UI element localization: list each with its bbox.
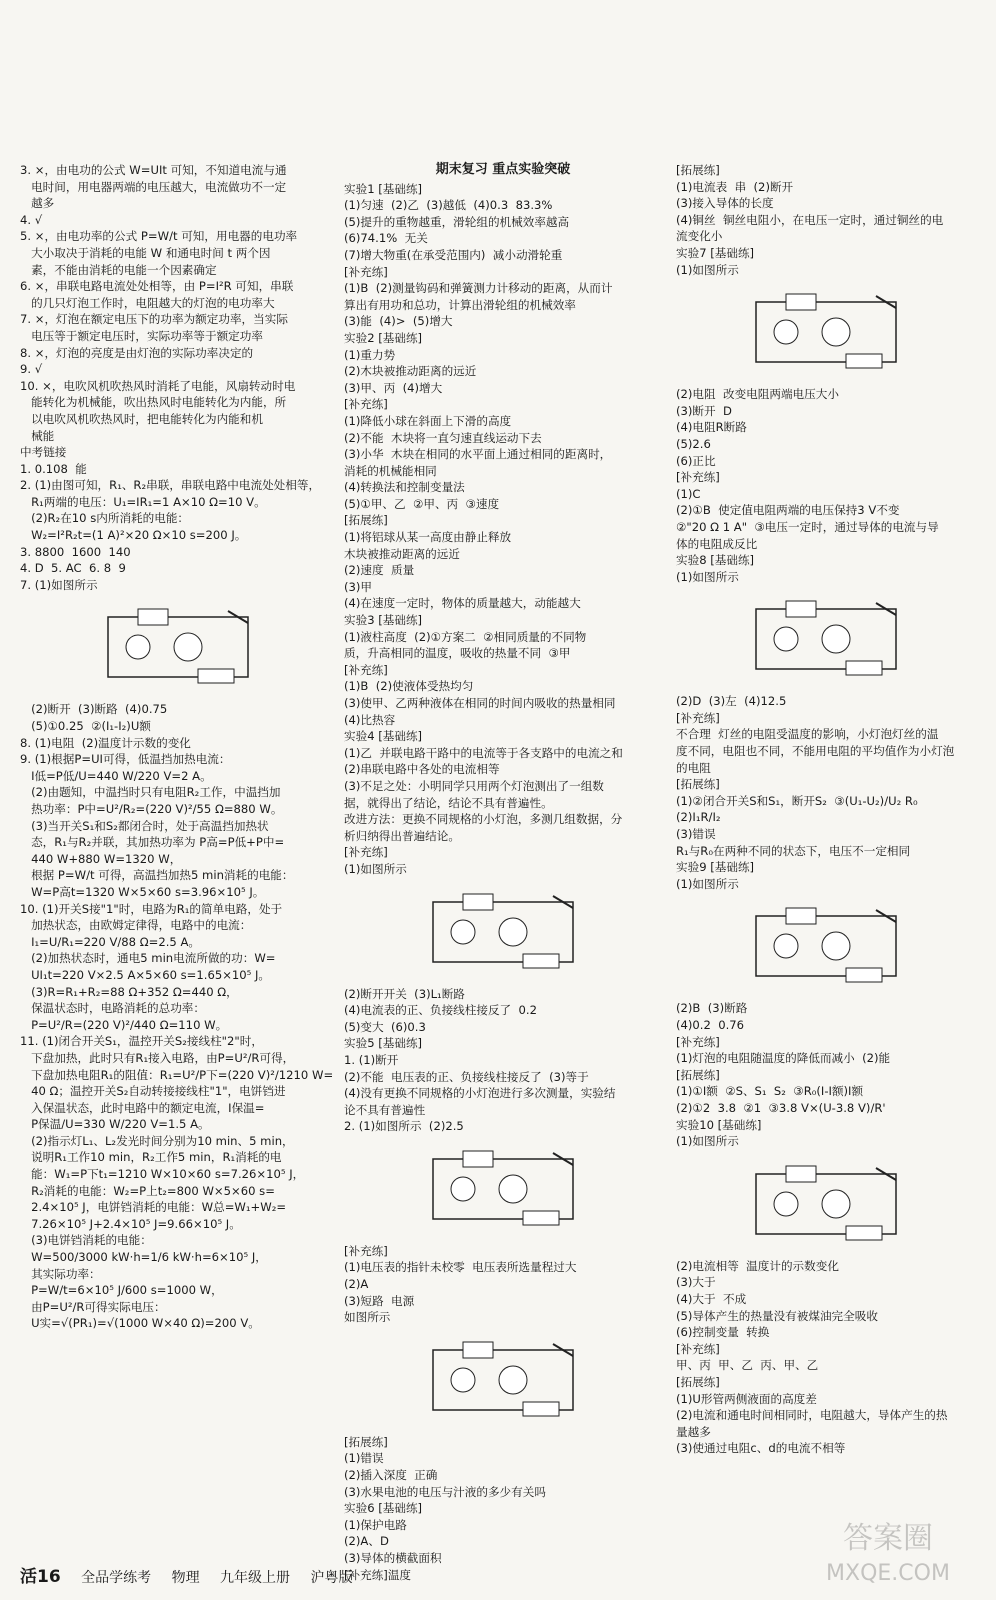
answer-line: R₂消耗的电能：W₂=P上t₂=800 W×5×60 s= bbox=[20, 1183, 275, 1198]
answer-line: 的电阻 bbox=[676, 760, 711, 775]
answer-line: (4)在速度一定时，物体的质量越大，动能越大 bbox=[344, 596, 581, 611]
circuit-diagram bbox=[676, 896, 976, 996]
column-middle bbox=[344, 162, 662, 1583]
answer-line: (7)增大物重(在承受范围内) 减小动滑轮重 bbox=[344, 247, 563, 262]
answer-line: [补充练] bbox=[344, 397, 388, 412]
answer-line: (5)提升的重物越重，滑轮组的机械效率越高 bbox=[344, 214, 570, 229]
subject: 物理 bbox=[171, 1570, 200, 1586]
circuit-diagram bbox=[344, 882, 662, 982]
answer-line: 算出有用功和总功，计算出滑轮组的机械效率 bbox=[344, 297, 576, 312]
answer-line: (1)B (2)测量钩码和弹簧测力计移动的距离，从而计 bbox=[344, 281, 613, 296]
column-right bbox=[676, 162, 976, 1457]
answer-line: (1)电流表 串 (2)断开 bbox=[676, 179, 794, 194]
answer-line: (4)电阻R断路 bbox=[676, 420, 747, 435]
answer-line: 其实际功率： bbox=[20, 1266, 101, 1281]
answer-line: (4)电流表的正、负接线柱接反了 0.2 bbox=[344, 1003, 537, 1018]
answer-line: (3)错误 bbox=[676, 827, 716, 842]
answer-line: (3)大于 bbox=[676, 1275, 716, 1290]
answer-line: 8. ×，灯泡的亮度是由灯泡的实际功率决定的 bbox=[20, 345, 254, 360]
answer-line: (3)R=R₁+R₂=88 Ω+352 Ω=440 Ω， bbox=[20, 984, 238, 999]
answer-line: (2)A bbox=[344, 1277, 369, 1292]
answer-line: (1)②闭合开关S和S₁，断开S₂ ③(U₁-U₂)/U₂ R₀ bbox=[676, 793, 918, 808]
answer-line: 械能 bbox=[20, 428, 55, 443]
answer-line: (3)甲 bbox=[344, 579, 373, 594]
answer-line: 10. (1)开关S接"1"时，电路为R₁的简单电路，处于 bbox=[20, 901, 283, 916]
answer-line: (2)A、D bbox=[344, 1534, 389, 1549]
answer-line: (2)断开 (3)断路 (4)0.75 bbox=[20, 702, 168, 717]
answer-line: 如图所示 bbox=[344, 1310, 391, 1325]
answer-line: 论不具有普遍性 bbox=[344, 1102, 426, 1117]
answer-line: I低=P低/U=440 W/220 V=2 A。 bbox=[20, 768, 212, 783]
answer-line: 不合理 灯丝的电阻受温度的影响，小灯泡灯丝的温 bbox=[676, 727, 939, 742]
answer-line: (3)不足之处：小明同学只用两个灯泡测出了一组数 bbox=[344, 778, 604, 793]
answer-line: 实验2 [基础练] bbox=[344, 330, 423, 345]
answer-line: 态，R₁与R₂并联，其加热功率为 P高=P低+P中= bbox=[20, 835, 285, 850]
answer-line: (3)导体的横截面积 bbox=[344, 1551, 442, 1565]
answer-line: 11. (1)闭合开关S₁，温控开关S₂接线柱"2"时， bbox=[20, 1034, 263, 1049]
answer-line: I₁=U/R₁=220 V/88 Ω=2.5 A。 bbox=[20, 934, 200, 949]
answer-line: 据，就得出了结论，结论不具有普遍性。 bbox=[344, 795, 553, 810]
answer-line: (2)B (3)断路 bbox=[676, 1001, 748, 1016]
watermark-logo bbox=[798, 1510, 978, 1590]
answer-line: 2. (1)由图可知，R₁、R₂串联，串联电路中电流处处相等， bbox=[20, 478, 321, 493]
answer-line: (2)电阻 改变电阻两端电压大小 bbox=[676, 387, 839, 402]
answer-line: W=500/3000 kW·h=1/6 kW·h=6×10⁵ J， bbox=[20, 1250, 267, 1265]
answer-line: 消耗的机械能相同 bbox=[344, 463, 437, 478]
answer-line: 流变化小 bbox=[676, 229, 723, 244]
answer-line: 析归纳得出普遍结论。 bbox=[344, 828, 460, 843]
answer-line: 保温状态时，电路消耗的总功率： bbox=[20, 1001, 205, 1016]
answer-line: (1)①I额 ②S、S₁ S₂ ③R₀(I-I额)I额 bbox=[676, 1084, 864, 1099]
answer-line: 能：W₁=P下t₁=1210 W×10×60 s=7.26×10⁵ J， bbox=[20, 1167, 305, 1182]
answer-line: 9. (1)根据P=UI可得，低温挡加热电流： bbox=[20, 752, 231, 767]
answer-line: (2)加热状态时，通电5 min电流所做的功：W= bbox=[20, 951, 276, 966]
answer-line: (1)重力势 bbox=[344, 347, 396, 362]
answer-line: 1. (1)断开 bbox=[344, 1052, 399, 1067]
answer-line: [拓展练] bbox=[676, 777, 720, 792]
circuit-diagram bbox=[344, 1139, 662, 1239]
answer-line: (4)没有更换不同规格的小灯泡进行多次测量，实验结 bbox=[344, 1086, 616, 1101]
answer-line: (1)乙 并联电路干路中的电流等于各支路中的电流之和 bbox=[344, 745, 623, 760]
answer-line: 4. √ bbox=[20, 212, 43, 227]
answer-line: (2)D (3)左 (4)12.5 bbox=[676, 694, 787, 709]
answer-line: [拓展练] bbox=[676, 163, 720, 177]
grade: 九年级上册 bbox=[220, 1570, 291, 1586]
answer-line: 由P=U²/R可得实际电压： bbox=[20, 1299, 166, 1314]
answer-line: (1)将铝球从某一高度由静止释放 bbox=[344, 530, 512, 545]
watermark-domain: MXQE.COM bbox=[826, 1561, 950, 1586]
answer-line: (2)电流相等 温度计的示数变化 bbox=[676, 1258, 839, 1273]
answer-line: (1)U形管两侧液面的高度差 bbox=[676, 1391, 817, 1406]
answer-line: 越多 bbox=[20, 196, 55, 211]
answer-line: (3)使通过电阻c、d的电流不相等 bbox=[676, 1441, 846, 1456]
answer-line: 下盘加热电阻R₁的阻值：R₁=U²/P下=(220 V)²/1210 W= bbox=[20, 1067, 334, 1082]
edition: 沪粤版 bbox=[310, 1570, 353, 1586]
answer-line: (1)如图所示 bbox=[676, 262, 739, 277]
answer-line: 的几只灯泡工作时，电阻越大的灯泡的电功率大 bbox=[20, 295, 275, 310]
answer-line: 入保温状态，此时电路中的额定电流，I保温= bbox=[20, 1100, 265, 1115]
answer-line: (2)①B 使定值电阻两端的电压保持3 V不变 bbox=[676, 503, 900, 518]
answer-line: [补充练] bbox=[344, 662, 388, 677]
answer-line: (4)转换法和控制变量法 bbox=[344, 480, 465, 495]
circuit-diagram bbox=[344, 1330, 662, 1430]
answer-line: (1)错误 bbox=[344, 1451, 384, 1466]
answer-line: 8. (1)电阻 (2)温度计示数的变化 bbox=[20, 735, 191, 750]
answer-line: (4)比热容 bbox=[344, 712, 396, 727]
answer-line: (3)使甲、乙两种液体在相同的时间内吸收的热量相同 bbox=[344, 696, 616, 710]
answer-line: (3)短路 电源 bbox=[344, 1293, 415, 1308]
answer-line: 4. D 5. AC 6. 8 9 bbox=[20, 561, 126, 576]
answer-line: 10. ×，电吹风机吹热风时消耗了电能，风扇转动时电 bbox=[20, 378, 296, 393]
answer-line: 实验10 [基础练] bbox=[676, 1117, 762, 1132]
answer-line: 3. ×，由电功的公式 W=UIt 可知，不知道电流与通 bbox=[20, 163, 287, 177]
answer-line: 以电吹风机吹热风时，把电能转化为内能和机 bbox=[20, 411, 263, 426]
answer-line: 实验1 [基础练] bbox=[344, 181, 423, 196]
answer-line: R₁与R₀在两种不同的状态下，电压不一定相同 bbox=[676, 843, 911, 858]
answer-line: (2)断开开关 (3)L₁断路 bbox=[344, 986, 465, 1001]
answer-line: [补充练] bbox=[344, 845, 388, 860]
answer-line: P=W/t=6×10⁵ J/600 s=1000 W， bbox=[20, 1283, 223, 1298]
answer-line: (5)导体产生的热量没有被煤油完全吸收 bbox=[676, 1308, 878, 1323]
answer-line: P保温/U=330 W/220 V=1.5 A。 bbox=[20, 1117, 210, 1132]
answer-line: 40 Ω；温控开关S₂自动转接接线柱"1"，电饼铛进 bbox=[20, 1084, 286, 1099]
answer-line: (5)①0.25 ②(I₁-I₂)U额 bbox=[20, 719, 151, 734]
circuit-diagram bbox=[20, 597, 336, 697]
answer-line: (1)C bbox=[676, 486, 701, 501]
answer-line: (2)不能 电压表的正、负接线柱接反了 (3)等于 bbox=[344, 1069, 589, 1084]
answer-line: [补充练] bbox=[344, 264, 388, 279]
answer-line: (2)不能 木块将一直匀速直线运动下去 bbox=[344, 430, 542, 445]
answer-line: 素，不能由消耗的电能一个因素确定 bbox=[20, 262, 217, 277]
answer-line: [补充练] bbox=[676, 1341, 720, 1356]
answer-line: (2)I₁R/I₂ bbox=[676, 810, 721, 825]
answer-line: (3)当开关S₁和S₂都闭合时，处于高温挡加热状 bbox=[20, 818, 269, 833]
answer-line: (6)74.1% 无关 bbox=[344, 231, 428, 246]
circuit-diagram bbox=[676, 282, 976, 382]
answer-line: P=U²/R=(220 V)²/440 Ω=110 W。 bbox=[20, 1017, 228, 1032]
book-series: 全品学练考 bbox=[81, 1570, 152, 1586]
answer-line: (1)如图所示 bbox=[676, 1134, 739, 1149]
answer-line: (5)2.6 bbox=[676, 436, 711, 451]
answer-line: (6)控制变量 转换 bbox=[676, 1325, 770, 1340]
answer-line: 体的电阻成反比 bbox=[676, 536, 758, 551]
answer-line: 质，升高相同的温度，吸收的热量不同 ③甲 bbox=[344, 646, 571, 661]
answer-line: 根据 P=W/t 可得，高温挡加热5 min消耗的电能： bbox=[20, 868, 294, 883]
answer-line: (1)如图所示 bbox=[344, 861, 407, 876]
answer-line: U实=√(PR₁)=√(1000 W×40 Ω)=200 V。 bbox=[20, 1316, 260, 1331]
answer-line: 实验5 [基础练] bbox=[344, 1036, 423, 1051]
answer-line: (3)电饼铛消耗的电能： bbox=[20, 1233, 152, 1248]
answer-line: [补充练]温度 bbox=[344, 1567, 412, 1582]
answer-line: [拓展练] bbox=[676, 1374, 720, 1389]
answer-line: (1)液柱高度 (2)①方案二 ②相同质量的不同物 bbox=[344, 629, 587, 644]
answer-line: (1)B (2)使液体受热均匀 bbox=[344, 679, 474, 694]
answer-line: (2)木块被推动距离的远近 bbox=[344, 364, 477, 379]
answer-line: 实验3 [基础练] bbox=[344, 613, 423, 628]
answer-line: (5)①甲、乙 ②甲、丙 ③速度 bbox=[344, 496, 500, 511]
answer-line: (6)正比 bbox=[676, 453, 716, 468]
answer-line: 3. 8800 1600 140 bbox=[20, 544, 131, 559]
answer-line: 电时间，用电器两端的电压越大，电流做功不一定 bbox=[20, 179, 287, 194]
answer-line: [补充练] bbox=[676, 1034, 720, 1049]
answer-line: (1)如图所示 bbox=[676, 569, 739, 584]
answer-line: 说明R₁工作10 min，R₂工作5 min，R₁消耗的电 bbox=[20, 1150, 282, 1165]
answer-line: (2)指示灯L₁、L₂发光时间分别为10 min、5 min， bbox=[20, 1133, 294, 1148]
answer-line: 实验8 [基础练] bbox=[676, 553, 755, 568]
answer-line: 5. ×，由电功率的公式 P=W/t 可知，用电器的电功率 bbox=[20, 229, 298, 244]
answer-line: (1)保护电路 bbox=[344, 1517, 407, 1532]
answer-line: [拓展练] bbox=[344, 513, 388, 528]
answer-line: (4)0.2 0.76 bbox=[676, 1018, 745, 1032]
answer-line: (2)电流和通电时间相同时，电阻越大，导体产生的热 bbox=[676, 1408, 948, 1423]
answer-line: 7. (1)如图所示 bbox=[20, 577, 98, 592]
answer-line: 实验7 [基础练] bbox=[676, 245, 755, 260]
circuit-diagram bbox=[676, 1154, 976, 1254]
answer-line: UI₁t=220 V×2.5 A×5×60 s=1.65×10⁵ J。 bbox=[20, 967, 271, 982]
answer-line: (1)降低小球在斜面上下滑的高度 bbox=[344, 413, 512, 428]
answer-line: (4)铜丝 铜丝电阻小，在电压一定时，通过铜丝的电 bbox=[676, 212, 944, 227]
answer-line: [补充练] bbox=[676, 470, 720, 485]
answer-line: 1. 0.108 能 bbox=[20, 461, 87, 476]
answer-line: (2)由题知，中温挡时只有电阻R₂工作，中温挡加 bbox=[20, 785, 281, 800]
page-number: 活16 bbox=[20, 1567, 61, 1587]
answer-line: 2. (1)如图所示 (2)2.5 bbox=[344, 1119, 464, 1134]
answer-line: (1)电压表的指针未校零 电压表所选量程过大 bbox=[344, 1260, 577, 1275]
answer-line: (5)变大 (6)0.3 bbox=[344, 1019, 426, 1034]
answer-line: W=P高t=1320 W×5×60 s=3.96×10⁵ J。 bbox=[20, 884, 265, 899]
answer-line: 2.4×10⁵ J，电饼铛消耗的电能：W总=W₁+W₂= bbox=[20, 1200, 287, 1215]
answer-line: [拓展练] bbox=[344, 1434, 388, 1449]
answer-line: 热功率：P中=U²/R₂=(220 V)²/55 Ω=880 W。 bbox=[20, 802, 283, 816]
answer-line: 中考链接 bbox=[20, 445, 67, 460]
answer-line: [补充练] bbox=[676, 710, 720, 725]
answer-line: (1)匀速 (2)乙 (3)越低 (4)0.3 83.3% bbox=[344, 198, 553, 213]
answer-line: 7. ×，灯泡在额定电压下的功率为额定功率，当实际 bbox=[20, 312, 288, 327]
answer-line: 大小取决于消耗的电能 W 和通电时间 t 两个因 bbox=[20, 245, 271, 260]
answer-line: (1)灯泡的电阻随温度的降低而减小 (2)能 bbox=[676, 1051, 891, 1066]
answer-line: (1)如图所示 bbox=[676, 876, 739, 891]
answer-line: 木块被推动距离的远近 bbox=[344, 546, 460, 561]
column-left bbox=[20, 162, 336, 1332]
answer-line: (3)甲、丙 (4)增大 bbox=[344, 380, 443, 395]
answer-line: ②"20 Ω 1 A" ③电压一定时，通过导体的电流与导 bbox=[676, 519, 939, 534]
answer-line: (3)水果电池的电压与汁液的多少有关吗 bbox=[344, 1484, 546, 1499]
answer-line: 下盘加热，此时只有R₁接入电路，由P=U²/R可得， bbox=[20, 1050, 295, 1065]
answer-line: 改进方法：更换不同规格的小灯泡，多测几组数据，分 bbox=[344, 812, 623, 827]
answer-line: 7.26×10⁵ J+2.4×10⁵ J=9.66×10⁵ J。 bbox=[20, 1216, 241, 1231]
answer-line: W₂=I²R₂t=(1 A)²×20 Ω×10 s=200 J。 bbox=[20, 528, 247, 543]
answer-line: 实验4 [基础练] bbox=[344, 729, 423, 744]
answer-line: R₁两端的电压：U₁=IR₁=1 A×10 Ω=10 V。 bbox=[20, 494, 266, 509]
answer-line: [补充练] bbox=[344, 1243, 388, 1258]
answer-line: (2)R₂在10 s内所消耗的电能： bbox=[20, 511, 190, 526]
answer-line: (2)插入深度 正确 bbox=[344, 1468, 438, 1483]
answer-line: 甲、丙 甲、乙 丙、甲、乙 bbox=[676, 1358, 819, 1373]
answer-line: 加热状态，由欧姆定律得，电路中的电流： bbox=[20, 918, 252, 933]
section-title: 期末复习 重点实验突破 bbox=[435, 162, 571, 177]
answer-line: 440 W+880 W=1320 W， bbox=[20, 851, 182, 866]
answer-line: (3)接入导体的长度 bbox=[676, 196, 774, 211]
answer-line: 量越多 bbox=[676, 1424, 711, 1439]
answer-line: (2)速度 质量 bbox=[344, 563, 415, 578]
answer-line: 能转化为机械能，吹出热风时电能转化为内能，所 bbox=[20, 395, 287, 410]
circuit-diagram bbox=[676, 589, 976, 689]
answer-line: (3)断开 D bbox=[676, 403, 732, 418]
answer-line: (2)①2 3.8 ②1 ③3.8 V×(U-3.8 V)/R' bbox=[676, 1100, 886, 1115]
answer-line: 6. ×，串联电路电流处处相等，由 P=I²R 可知，串联 bbox=[20, 279, 294, 294]
answer-line: 实验6 [基础练] bbox=[344, 1501, 423, 1516]
answer-line: (2)串联电路中各处的电流相等 bbox=[344, 762, 500, 777]
answer-line: (4)大于 不成 bbox=[676, 1291, 747, 1306]
answer-line: [拓展练] bbox=[676, 1067, 720, 1082]
answer-line: (3)小华 木块在相同的水平面上通过相同的距离时， bbox=[344, 447, 612, 462]
watermark-text: 答案圈 bbox=[843, 1521, 933, 1556]
answer-line: 实验9 [基础练] bbox=[676, 860, 755, 875]
answer-line: 电压等于额定电压时，实际功率等于额定功率 bbox=[20, 328, 263, 343]
answer-line: (3)能 (4)> (5)增大 bbox=[344, 314, 453, 329]
answer-line: 9. √ bbox=[20, 362, 43, 377]
answer-line: 度不同，电阻也不同，不能用电阻的平均值作为小灯泡 bbox=[676, 744, 955, 759]
